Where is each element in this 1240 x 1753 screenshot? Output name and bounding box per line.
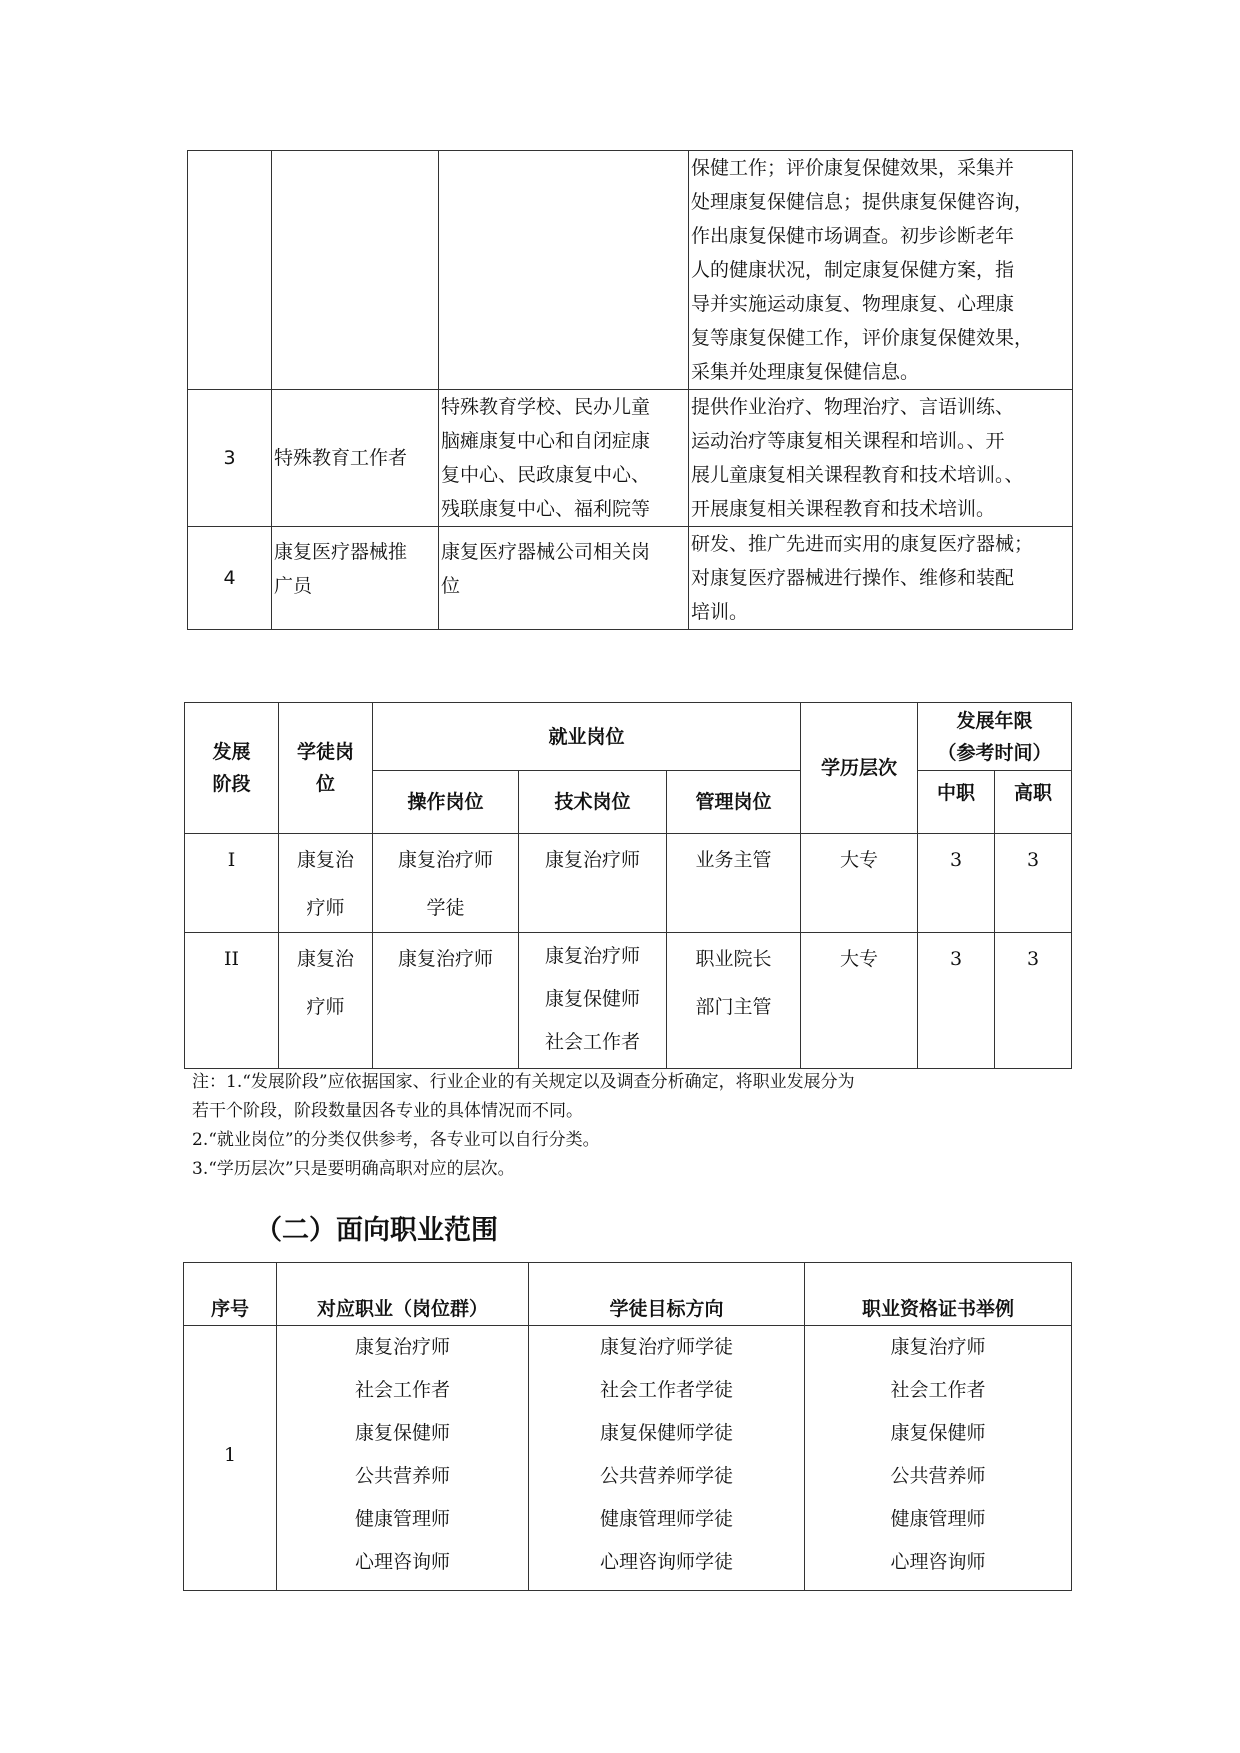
table-row (188, 151, 1073, 390)
workplace-cell (439, 151, 689, 390)
list-item: 公共营养师学徒 (599, 1465, 733, 1487)
table-row (185, 834, 1072, 933)
list-item: 心理咨询师学徒 (599, 1551, 733, 1573)
stage-cell: I (185, 834, 279, 933)
list-item: 公共营养师 (890, 1465, 986, 1487)
header-development-years: 发展年限 （参考时间） (918, 703, 1072, 771)
role-line: 康复医疗器械推 (274, 541, 408, 563)
table-row (185, 933, 1072, 1069)
management-cell: 业务主管 (667, 834, 801, 933)
header-serial: 序号 (184, 1263, 277, 1326)
duty-cell (689, 151, 1073, 390)
workplace-line: 位 (441, 575, 461, 597)
workplace-line: 脑瘫康复中心和自闭症康 (441, 430, 651, 452)
header-operation-post: 操作岗位 (373, 771, 519, 834)
duty-line: 处理康复保健信息；提供康复保健咨询， (691, 191, 1034, 213)
list-item: 康复治疗师 (354, 1336, 450, 1358)
management-cell: 职业院长 部门主管 (667, 933, 801, 1069)
header-stage: 发展 阶段 (185, 703, 279, 834)
duty-line: 对康复医疗器械进行操作、维修和装配 (691, 567, 1015, 589)
duty-line: 开展康复相关课程教育和技术培训。 (691, 498, 996, 520)
education-cell: 大专 (801, 933, 918, 1069)
duty-line: 提供作业治疗、物理治疗、言语训练、 (691, 396, 1015, 418)
apprentice-cell: 康复治 疗师 (279, 834, 373, 933)
duty-line: 研发、推广先进而实用的康复医疗器械； (691, 533, 1034, 555)
note-line: 3.“学历层次”只是要明确高职对应的层次。 (192, 1159, 515, 1179)
duty-cell (689, 527, 1073, 630)
duty-line: 运动治疗等康复相关课程和培训。、开 (691, 430, 1005, 452)
operation-cell: 康复治疗师 学徒 (373, 834, 519, 933)
table-row (188, 390, 1073, 527)
header-secondary-vocational: 中职 (918, 771, 995, 834)
list-item: 社会工作者学徒 (599, 1379, 733, 1401)
list-item: 心理咨询师 (354, 1551, 450, 1573)
duty-line: 保健工作；评价康复保健效果，采集并 (691, 157, 1015, 179)
header-technical-post: 技术岗位 (519, 771, 667, 834)
note-line: 2.“就业岗位”的分类仅供参考，各专业可以自行分类。 (192, 1130, 600, 1150)
operation-cell: 康复治疗师 (373, 933, 519, 1069)
duty-line: 作出康复保健市场调查。初步诊断老年 (691, 225, 1015, 247)
duty-line: 复等康复保健工作，评价康复保健效果， (691, 327, 1034, 349)
role-line: 广员 (274, 575, 313, 597)
header-management-post: 管理岗位 (667, 771, 801, 834)
list-item: 心理咨询师 (890, 1551, 986, 1573)
header-education-level: 学历层次 (801, 703, 918, 834)
duty-line: 培训。 (691, 601, 749, 623)
header-occupation: 对应职业（岗位群） (277, 1263, 529, 1326)
workplace-line: 残联康复中心、福利院等 (441, 498, 651, 520)
duty-line: 采集并处理康复保健信息。 (691, 361, 920, 383)
career-duties-table (187, 150, 1073, 630)
workplace-line: 特殊教育学校、民办儿童 (441, 396, 651, 418)
workplace-cell (439, 527, 689, 630)
row-number: 4 (188, 527, 272, 630)
header-row (185, 703, 1072, 771)
workplace-line: 复中心、民政康复中心、 (441, 464, 651, 486)
note-line: 注：1.“发展阶段”应依据国家、行业企业的有关规定以及调查分析确定，将职业发展分为 (192, 1072, 855, 1092)
list-item: 健康管理师 (354, 1508, 450, 1530)
list-item: 康复保健师 (354, 1422, 450, 1444)
header-higher-vocational: 高职 (995, 771, 1072, 834)
occupation-cell (277, 1326, 529, 1591)
serial-cell: 1 (184, 1326, 277, 1591)
header-apprentice-target: 学徒目标方向 (529, 1263, 805, 1326)
header-employment-posts: 就业岗位 (373, 703, 801, 771)
header-apprentice-post: 学徒岗 位 (279, 703, 373, 834)
duty-line: 导并实施运动康复、物理康复、心理康 (691, 293, 1015, 315)
apprentice-cell: 康复治 疗师 (279, 933, 373, 1069)
technical-cell: 康复治疗师 (519, 834, 667, 933)
workplace-cell (439, 390, 689, 527)
list-item: 健康管理师学徒 (599, 1508, 733, 1530)
career-development-table (184, 702, 1072, 1069)
occupation-scope-table (183, 1262, 1072, 1591)
apprentice-target-cell (529, 1326, 805, 1591)
certificate-cell (805, 1326, 1072, 1591)
list-item: 康复治疗师学徒 (599, 1336, 733, 1358)
header-row (184, 1263, 1072, 1326)
role-cell (272, 527, 439, 630)
duty-line: 人的健康状况，制定康复保健方案，指 (691, 259, 1015, 281)
row-number (188, 151, 272, 390)
note-line: 若干个阶段，阶段数量因各专业的具体情况而不同。 (192, 1101, 583, 1121)
duty-line: 展儿童康复相关课程教育和技术培训。、 (691, 464, 1024, 486)
list-item: 康复保健师 (890, 1422, 986, 1444)
secondary-years-cell: 3 (918, 834, 995, 933)
table-notes (192, 1068, 1072, 1184)
duty-cell (689, 390, 1073, 527)
higher-years-cell: 3 (995, 834, 1072, 933)
table-row (184, 1326, 1072, 1591)
list-item: 公共营养师 (354, 1465, 450, 1487)
stage-cell: II (185, 933, 279, 1069)
section-heading: （二）面向职业范围 (255, 1215, 498, 1246)
education-cell: 大专 (801, 834, 918, 933)
role-cell (272, 151, 439, 390)
row-number: 3 (188, 390, 272, 527)
list-item: 康复保健师学徒 (599, 1422, 733, 1444)
higher-years-cell: 3 (995, 933, 1072, 1069)
header-certificate: 职业资格证书举例 (805, 1263, 1072, 1326)
workplace-line: 康复医疗器械公司相关岗 (441, 541, 651, 563)
role-cell: 特殊教育工作者 (272, 390, 439, 527)
list-item: 康复治疗师 (890, 1336, 986, 1358)
table-row (188, 527, 1073, 630)
list-item: 社会工作者 (354, 1379, 450, 1401)
list-item: 社会工作者 (890, 1379, 986, 1401)
list-item: 健康管理师 (890, 1508, 986, 1530)
secondary-years-cell: 3 (918, 933, 995, 1069)
technical-cell: 康复治疗师 康复保健师 社会工作者 (519, 933, 667, 1069)
